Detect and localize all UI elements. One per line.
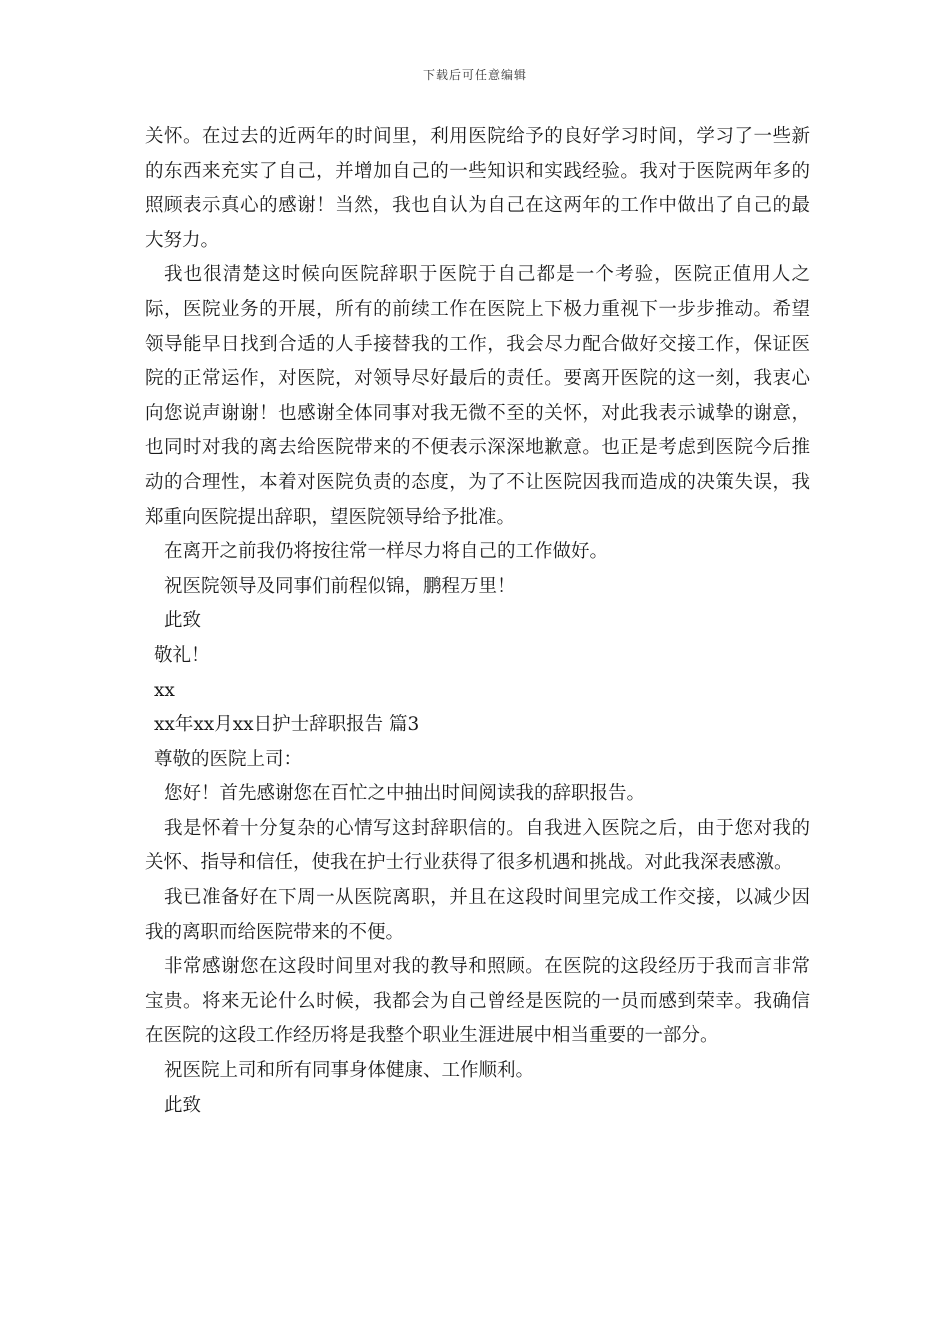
closing-cizhi: 此致 <box>164 610 202 632</box>
paragraph-greeting: 您好！首先感谢您在百忙之中抽出时间阅读我的辞职报告。 <box>164 783 646 805</box>
paragraph-resignation-reason: 我也很清楚这时候向医院辞职于医院于自己都是一个考验，医院正值用人之际，医院业务的开展，所有的前续工作在医院上下极力重视下一步步推动。希望领导能早日找到合适的人手接替我的工作，我会尽力配合做好交接工作，保证医院的正常运作，对医院，对领导尽好最后的责任。要离开医院的这一刻，我衷心向您说声谢谢！也感谢全体同事对我无微不至的关怀，对此我表示诚挚的谢意，也同时对我的离去给医院带来的不便表示深深地歉意。也正是考虑到医院今后推动的合理性，本着对医院负责的态度，为了不让医院因我而造成的决策失误，我郑重向医院提出辞职，望医院领导给予批准。 <box>145 264 810 528</box>
document-body <box>145 120 810 1123</box>
paragraph-feelings: 我是怀着十分复杂的心情写这封辞职信的。自我进入医院之后，由于您对我的关怀、指导和信任，使我在护士行业获得了很多机遇和挑战。对此我深表感激。 <box>145 817 810 874</box>
paragraph-departure-plan: 我已准备好在下周一从医院离职，并且在这段时间里完成工作交接，以减少因我的离职而给医院带来的不便。 <box>145 887 810 943</box>
paragraph-wishes: 祝医院领导及同事们前程似锦，鹏程万里！ <box>164 575 516 597</box>
signature-name: xx <box>154 679 175 701</box>
section-title-report-3: xx年xx月xx日护士辞职报告 篇3 <box>154 714 420 736</box>
paragraph-gratitude-continued: 关怀。在过去的近两年的时间里，利用医院给予的良好学习时间，学习了一些新的东西来充实了自己，并增加自己的一些知识和实践经验。我对于医院两年多的照顾表示真心的感谢！当然，我也自认为自己在这两年的工作中做出了自己的最大努力。 <box>145 126 810 251</box>
closing-jingli: 敬礼！ <box>154 644 210 666</box>
salutation: 尊敬的医院上司： <box>154 748 303 770</box>
page-header-note: 下载后可任意编辑 <box>422 68 527 82</box>
closing-cizhi-2: 此致 <box>164 1094 202 1116</box>
paragraph-thanks: 非常感谢您在这段时间里对我的教导和照顾。在医院的这段经历于我而言非常宝贵。将来无论什么时候，我都会为自己曾经是医院的一员而感到荣幸。我确信在医院的这段工作经历将是我整个职业生涯进展中相当重要的一部分。 <box>145 956 810 1047</box>
paragraph-final-duties: 在离开之前我仍将按往常一样尽力将自己的工作做好。 <box>164 541 609 563</box>
paragraph-best-wishes: 祝医院上司和所有同事身体健康、工作顺利。 <box>164 1060 535 1082</box>
